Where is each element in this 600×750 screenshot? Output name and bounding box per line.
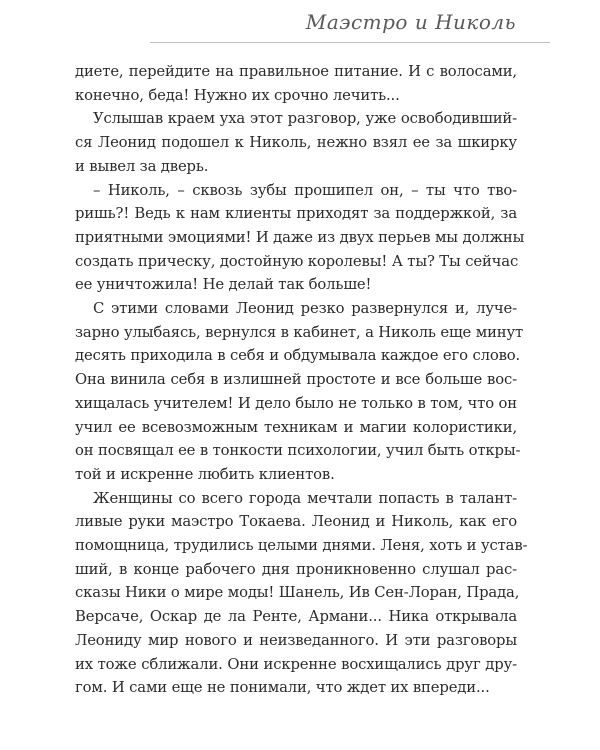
text-line: десять приходила в себя и обдумывала каждое его слово. [75, 347, 521, 365]
text-line: ся Леонид подошел к Николь, нежно взял ее за шкирку [75, 134, 517, 152]
text-line: Леониду мир нового и неизведанного. И эти разговоры [75, 631, 517, 649]
text-line: той и искренне любить клиентов. [75, 465, 335, 483]
paragraph [75, 487, 528, 700]
paragraph [75, 297, 524, 487]
paragraph [75, 107, 517, 178]
paragraph [75, 60, 517, 107]
text-line: Она винила себя в излишней простоте и все больше вос- [75, 371, 517, 389]
body-text [75, 60, 528, 700]
text-line: ришь?! Ведь к нам клиенты приходят за поддержкой, за [75, 205, 517, 223]
text-line: Женщины со всего города мечтали попасть в талант- [93, 489, 517, 507]
text-line: ливые руки маэстро Токаева. Леонид и Николь, как его [75, 513, 517, 531]
text-line: зарно улыбаясь, вернулся в кабинет, а Николь еще минут [75, 323, 524, 341]
text-line: приятными эмоциями! И даже из двух перьев мы должны [75, 228, 525, 246]
header-rule [150, 42, 550, 43]
text-line: ший, в конце рабочего дня проникновенно слушал рас- [75, 560, 517, 578]
paragraph [75, 179, 525, 298]
text-line: их тоже сближали. Они искренне восхищались друг дру- [75, 655, 517, 673]
text-line: С этими словами Леонид резко развернулся и, луче- [93, 300, 517, 318]
text-line: создать прическу, достойную королевы! А ты? Ты сейчас [75, 252, 519, 270]
text-line: диете, перейдите на правильное питание. И с волосами, [75, 63, 517, 80]
text-line: Услышав краем уха этот разговор, уже освободивший- [93, 110, 517, 128]
text-line: ее уничтожила! Не делай так больше! [75, 276, 372, 294]
text-line: сказы Ники о мире моды! Шанель, Ив Сен-Лоран, Прада, [75, 584, 520, 602]
text-line: конечно, беда! Нужно их срочно лечить... [75, 86, 400, 104]
text-line: Версаче, Оскар де ла Ренте, Армани... Ника открывала [75, 608, 517, 626]
text-line: хищалась учителем! И дело было не только в том, что он [75, 394, 517, 412]
text-line: учил ее всевозможным техникам и магии колористики, [75, 418, 517, 436]
running-header: Маэстро и Николь [305, 10, 516, 34]
text-line: помощница, трудились целыми днями. Леня, хоть и устав- [75, 537, 528, 555]
text-line: – Николь, – сквозь зубы прошипел он, – ты что тво- [93, 181, 517, 199]
text-line: он посвящал ее в тонкости психологии, учил быть откры- [75, 442, 521, 460]
text-line: гом. И сами еще не понимали, что ждет их впереди... [75, 679, 490, 697]
text-line: и вывел за дверь. [75, 157, 209, 175]
